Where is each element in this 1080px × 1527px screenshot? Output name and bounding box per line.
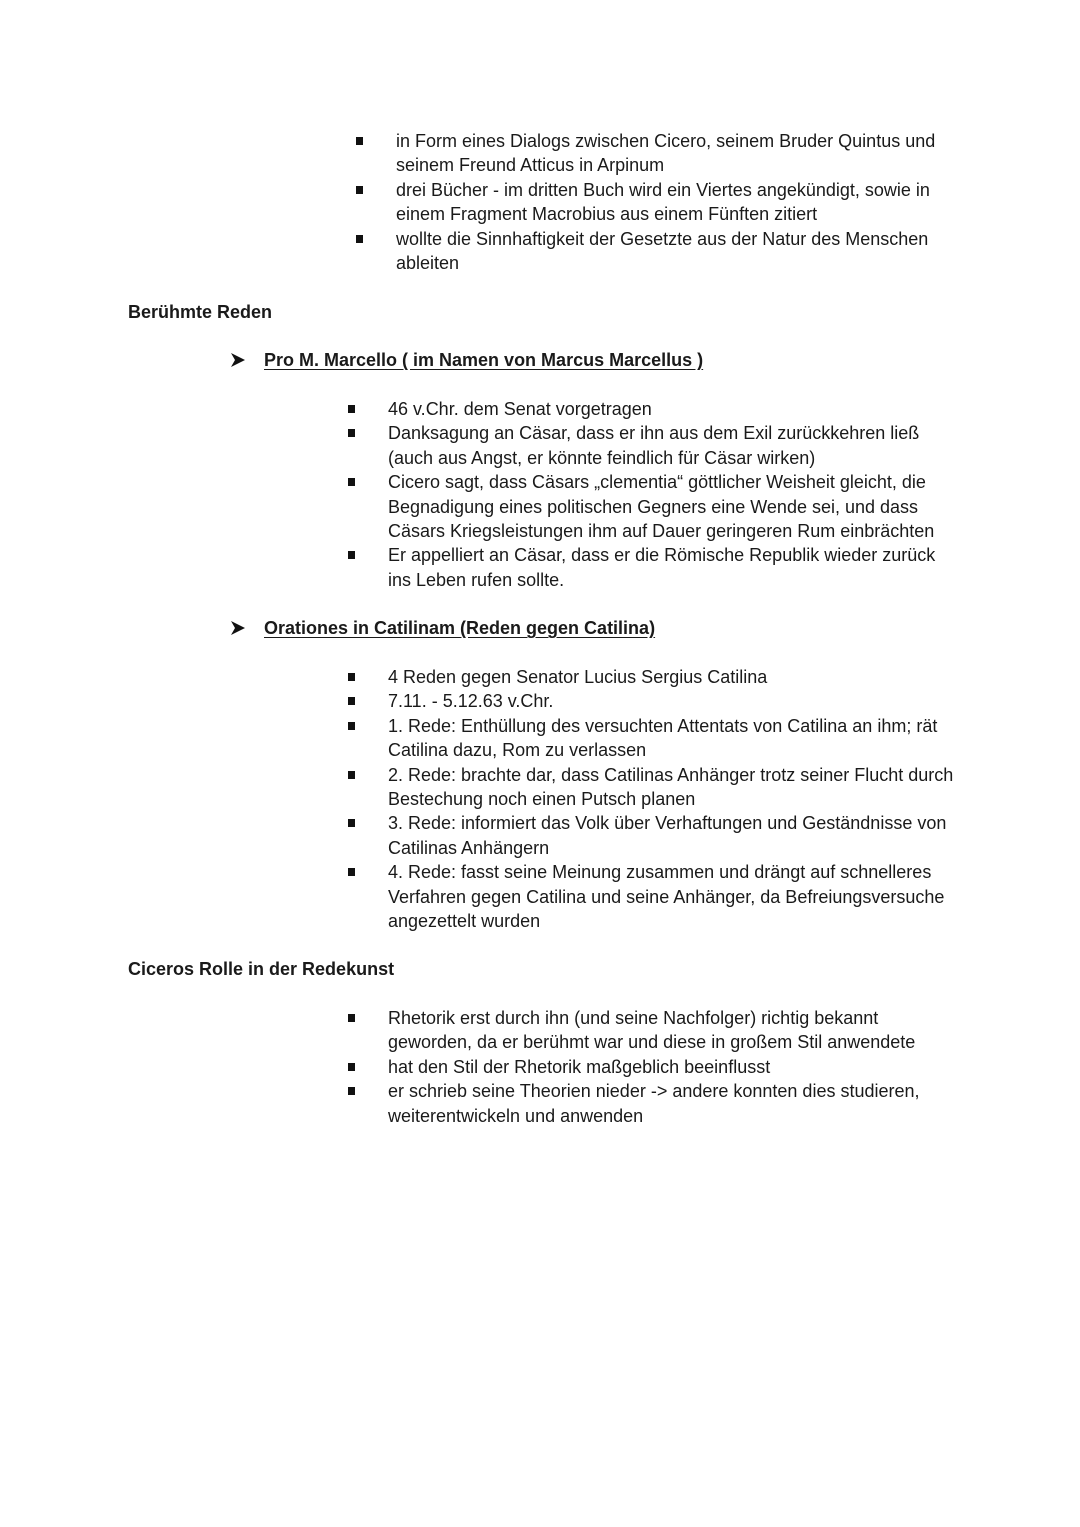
square-bullet-icon bbox=[348, 722, 355, 730]
list-item: 4. Rede: fasst seine Meinung zusammen und drängt auf schnelleres Verfahren gegen Catilina und seine Anhänger, da Befreiungsversuche angezettelt wurden bbox=[348, 860, 958, 933]
square-bullet-icon bbox=[348, 1063, 355, 1071]
intro-bullet-list bbox=[356, 129, 956, 275]
list-item: Danksagung an Cäsar, dass er ihn aus dem Exil zurückkehren ließ (auch aus Angst, er könnte feindlich für Cäsar wirken) bbox=[348, 421, 948, 470]
square-bullet-icon bbox=[356, 235, 363, 243]
square-bullet-icon bbox=[348, 551, 355, 559]
square-bullet-icon bbox=[348, 1087, 355, 1095]
subheading-catilina bbox=[230, 616, 655, 640]
list-item: Er appelliert an Cäsar, dass er die Römische Republik wieder zurück ins Leben rufen sollte. bbox=[348, 543, 948, 592]
arrow-bullet-icon bbox=[230, 620, 246, 636]
list-item: 1. Rede: Enthüllung des versuchten Attentats von Catilina an ihm; rät Catilina dazu, Rom zu verlassen bbox=[348, 714, 958, 763]
list-item: 3. Rede: informiert das Volk über Verhaftungen und Geständnisse von Catilinas Anhängern bbox=[348, 811, 958, 860]
list-item: drei Bücher - im dritten Buch wird ein Viertes angekündigt, sowie in einem Fragment Macrobius aus einem Fünften zitiert bbox=[356, 178, 956, 227]
list-item: hat den Stil der Rhetorik maßgeblich beeinflusst bbox=[348, 1055, 948, 1079]
square-bullet-icon bbox=[348, 478, 355, 486]
square-bullet-icon bbox=[348, 868, 355, 876]
list-item: 46 v.Chr. dem Senat vorgetragen bbox=[348, 397, 948, 421]
list-item: wollte die Sinnhaftigkeit der Gesetzte aus der Natur des Menschen ableiten bbox=[356, 227, 956, 276]
square-bullet-icon bbox=[348, 673, 355, 681]
list-item: in Form eines Dialogs zwischen Cicero, seinem Bruder Quintus und seinem Freund Atticus in Arpinum bbox=[356, 129, 956, 178]
list-item: 2. Rede: brachte dar, dass Catilinas Anhänger trotz seiner Flucht durch Bestechung noch einen Putsch planen bbox=[348, 763, 958, 812]
arrow-bullet-icon bbox=[230, 352, 246, 368]
list-item: Cicero sagt, dass Cäsars „clementia“ göttlicher Weisheit gleicht, die Begnadigung eines politischen Gegners eine Wende sei, und dass Cäsars Kriegsleistungen ihm auf Dauer geringeren Rum einbrächten bbox=[348, 470, 948, 543]
subheading-title: Orationes in Catilinam (Reden gegen Catilina) bbox=[264, 618, 656, 638]
section-heading-rhetoric-role: Ciceros Rolle in der Redekunst bbox=[128, 959, 395, 979]
square-bullet-icon bbox=[348, 819, 355, 827]
square-bullet-icon bbox=[348, 429, 355, 437]
section-heading-famous-speeches: Berühmte Reden bbox=[128, 302, 273, 322]
square-bullet-icon bbox=[356, 186, 363, 194]
subheading-title: Pro M. Marcello ( im Namen von Marcus Marcellus ) bbox=[264, 350, 704, 370]
square-bullet-icon bbox=[356, 137, 363, 145]
square-bullet-icon bbox=[348, 405, 355, 413]
square-bullet-icon bbox=[348, 771, 355, 779]
square-bullet-icon bbox=[348, 1014, 355, 1022]
square-bullet-icon bbox=[348, 697, 355, 705]
rhetoric-bullet-list bbox=[348, 1006, 948, 1128]
subheading-pro-marcello bbox=[230, 348, 703, 372]
list-item: 4 Reden gegen Senator Lucius Sergius Catilina bbox=[348, 665, 958, 689]
marcello-bullet-list bbox=[348, 397, 948, 592]
list-item: Rhetorik erst durch ihn (und seine Nachfolger) richtig bekannt geworden, da er berühmt war und diese in großem Stil anwendete bbox=[348, 1006, 948, 1055]
list-item: 7.11. - 5.12.63 v.Chr. bbox=[348, 689, 958, 713]
list-item: er schrieb seine Theorien nieder -> andere konnten dies studieren, weiterentwickeln und anwenden bbox=[348, 1079, 948, 1128]
catilina-bullet-list bbox=[348, 665, 958, 933]
